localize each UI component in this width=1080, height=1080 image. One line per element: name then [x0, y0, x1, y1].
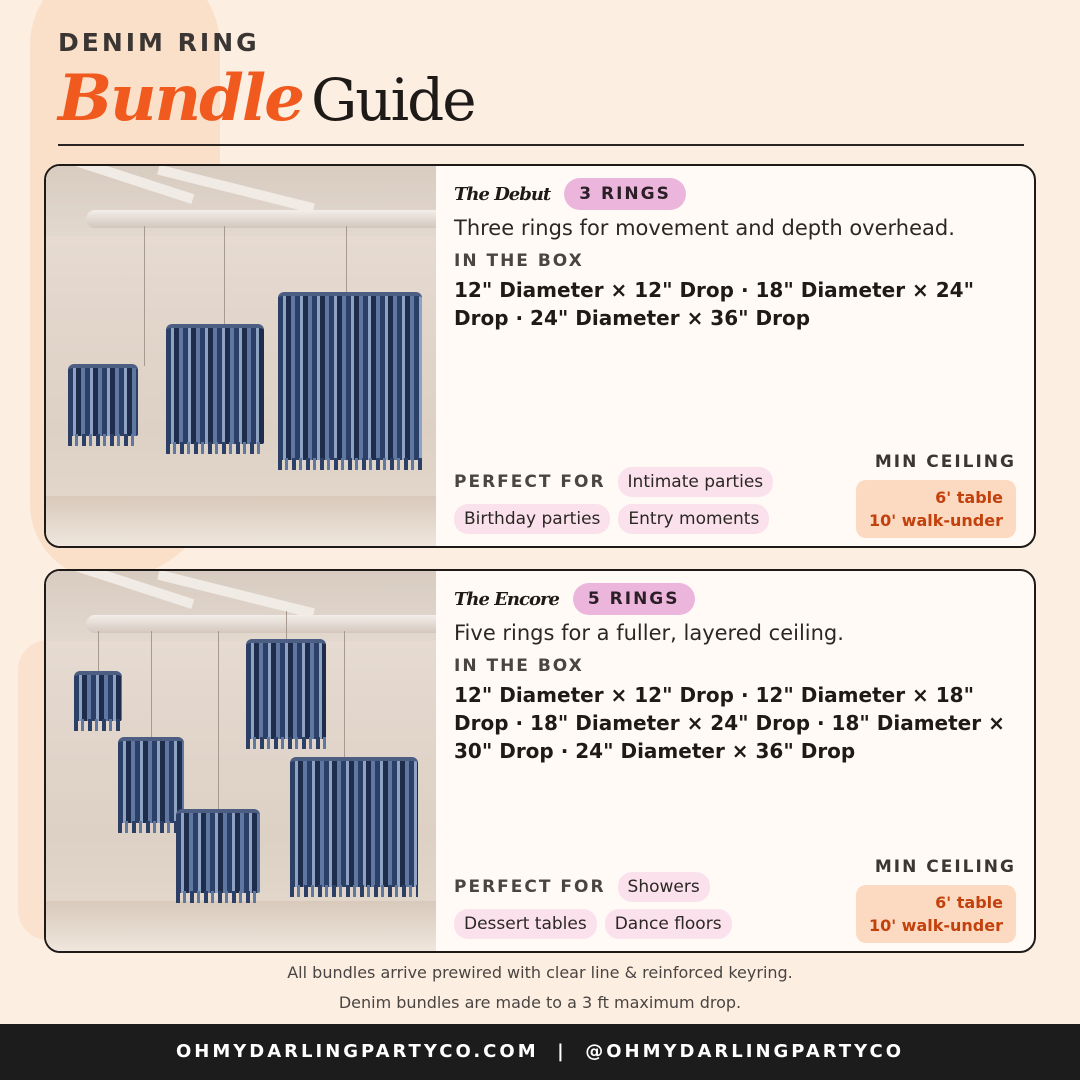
in-the-box-label: IN THE BOX — [454, 656, 584, 676]
bundle-card-debut — [44, 164, 1036, 548]
min-ceiling-label: MIN CEILING — [874, 857, 1016, 877]
footer-contact-text: OHMYDARLINGPARTYCO.COM | @OHMYDARLINGPARTYCO — [175, 1041, 905, 1062]
ceiling-walk-under-height: 10' walk-under — [868, 511, 1003, 530]
bundle-description: Five rings for a fuller, layered ceiling. — [454, 621, 844, 645]
rings-count-badge: 3 RINGS — [564, 178, 686, 210]
perfect-for-section — [454, 867, 834, 941]
use-case-tag: Dessert tables — [454, 909, 597, 939]
product-photo-five-rings — [46, 571, 436, 951]
bundle-card-encore — [44, 569, 1036, 953]
page-header — [58, 28, 1024, 136]
perfect-for-section — [454, 462, 834, 536]
use-case-tag: Birthday parties — [454, 504, 610, 534]
page-title — [58, 61, 1024, 136]
product-photo-three-rings — [46, 166, 436, 546]
perfect-for-label: PERFECT FOR — [454, 877, 606, 897]
ceiling-table-height: 6' table — [935, 893, 1003, 912]
footnote-prewired: All bundles arrive prewired with clear line & reinforced keyring. — [287, 963, 793, 982]
bundle-name: The Debut — [454, 183, 551, 205]
use-case-tag: Entry moments — [618, 504, 769, 534]
bundle-name: The Encore — [454, 588, 559, 610]
ceiling-walk-under-height: 10' walk-under — [868, 916, 1003, 935]
in-the-box-items: 12" Diameter × 12" Drop · 18" Diameter × 24" Drop · 24" Diameter × 36" Drop — [454, 278, 974, 330]
perfect-for-label: PERFECT FOR — [454, 472, 606, 492]
min-ceiling-values — [856, 480, 1016, 538]
min-ceiling-section — [856, 857, 1016, 943]
footnotes — [0, 958, 1080, 1018]
in-the-box-items: 12" Diameter × 12" Drop · 12" Diameter × 18" Drop · 18" Diameter × 24" Drop · 18" Diameter × 30" Drop · 24" Diameter × 36" Drop — [454, 683, 1005, 763]
footnote-max-drop: Denim bundles are made to a 3 ft maximum drop. — [338, 993, 742, 1012]
min-ceiling-section — [856, 452, 1016, 538]
ceiling-table-height: 6' table — [935, 488, 1003, 507]
footer-bar — [0, 1024, 1080, 1080]
header-divider — [58, 144, 1024, 146]
in-the-box-label: IN THE BOX — [454, 251, 584, 271]
title-accent: Bundle — [58, 61, 303, 136]
bundle-info — [454, 166, 1016, 546]
min-ceiling-label: MIN CEILING — [874, 452, 1016, 472]
use-case-tag: Dance floors — [605, 909, 732, 939]
rings-count-badge: 5 RINGS — [573, 583, 695, 615]
use-case-tag: Showers — [618, 872, 710, 902]
min-ceiling-values — [856, 885, 1016, 943]
page-kicker: DENIM RING — [58, 28, 260, 57]
use-case-tag: Intimate parties — [618, 467, 774, 497]
bundle-info — [454, 571, 1016, 951]
bundle-description: Three rings for movement and depth overhead. — [454, 216, 955, 240]
title-rest: Guide — [310, 66, 475, 134]
